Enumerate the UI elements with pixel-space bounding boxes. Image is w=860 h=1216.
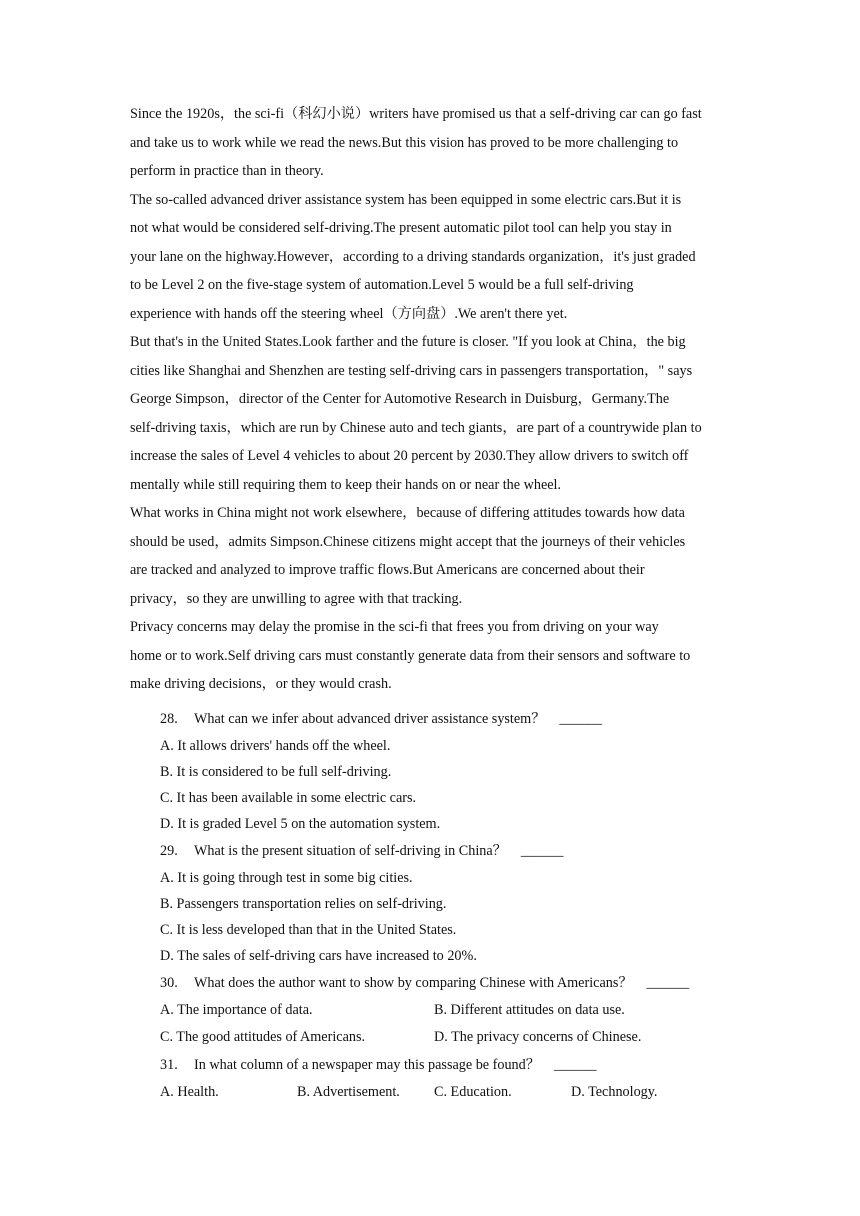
option[interactable]: B. Different attitudes on data use. <box>434 1001 625 1018</box>
passage-line: self-driving taxis，which are run by Chinese auto and tech giants，are part of a countrywide plan to <box>130 419 702 436</box>
passage-line: should be used，admits Simpson.Chinese citizens might accept that the journeys of their vehicles <box>130 533 686 550</box>
question-stem <box>160 1051 740 1079</box>
question-stem <box>160 969 740 997</box>
question-31 <box>160 1051 740 1079</box>
question-number: 30. <box>160 974 178 991</box>
option[interactable]: B. Advertisement. <box>297 1083 400 1100</box>
passage-line: Privacy concerns may delay the promise in the sci-fi that frees you from driving on your way <box>130 619 659 635</box>
option[interactable]: D. The sales of self-driving cars have increased to 20%. <box>160 947 477 964</box>
option[interactable]: C. It is less developed than that in the United States. <box>160 921 457 938</box>
passage-line: But that's in the United States.Look farther and the future is closer. "If you look at China，the big <box>130 334 686 350</box>
question-28 <box>160 705 740 733</box>
passage-line: cities like Shanghai and Shenzhen are testing self-driving cars in passengers transportation，" says <box>130 362 693 379</box>
passage-line: George Simpson，director of the Center for Automotive Research in Duisburg，Germany.The <box>130 391 670 407</box>
option[interactable]: A. The importance of data. <box>160 1001 313 1018</box>
answer-blank[interactable]: ______ <box>520 842 564 859</box>
option[interactable]: A. It allows drivers' hands off the wheel. <box>160 737 391 754</box>
option[interactable]: B. Passengers transportation relies on self-driving. <box>160 895 447 912</box>
option-row <box>160 997 740 1024</box>
option[interactable]: D. The privacy concerns of Chinese. <box>434 1028 642 1045</box>
questions <box>130 705 740 1106</box>
passage-line: are tracked and analyzed to improve traffic flows.But Americans are concerned about their <box>130 562 645 578</box>
question-stem <box>160 705 740 733</box>
passage-line: to be Level 2 on the five-stage system of automation.Level 5 would be a full self-driving <box>130 277 634 293</box>
question-stem <box>160 837 740 865</box>
option[interactable]: B. It is considered to be full self-driving. <box>160 763 392 780</box>
answer-blank[interactable]: ______ <box>646 974 690 991</box>
option[interactable]: A. Health. <box>160 1083 219 1100</box>
passage-line: What works in China might not work elsewhere，because of differing attitudes towards how data <box>130 505 685 521</box>
question-number: 28. <box>160 710 178 727</box>
passage-line: mentally while still requiring them to keep their hands on or near the wheel. <box>130 476 562 493</box>
passage-line: make driving decisions，or they would crash. <box>130 676 392 692</box>
passage-line: your lane on the highway.However，according to a driving standards organization，it's just graded <box>130 248 696 265</box>
passage-line: and take us to work while we read the news.But this vision has proved to be more challenging to <box>130 134 679 151</box>
option[interactable]: C. Education. <box>434 1083 512 1100</box>
question-number: 29. <box>160 842 178 859</box>
option[interactable]: D. Technology. <box>571 1083 658 1100</box>
option[interactable]: C. It has been available in some electric cars. <box>160 789 417 806</box>
question-text: What is the present situation of self-driving in China？ <box>194 842 507 859</box>
question-30 <box>160 969 740 997</box>
passage-line: not what would be considered self-driving.The present automatic pilot tool can help you stay in <box>130 220 672 236</box>
passage-line: Since the 1920s，the sci-fi（科幻小说）writers have promised us that a self-driving car can go fast <box>130 106 702 122</box>
option[interactable]: D. It is graded Level 5 on the automation system. <box>160 815 441 832</box>
option[interactable]: C. The good attitudes of Americans. <box>160 1028 366 1045</box>
question-text: In what column of a newspaper may this passage be found？ <box>194 1056 540 1073</box>
passage-line: home or to work.Self driving cars must constantly generate data from their sensors and software to <box>130 647 691 664</box>
option-row <box>160 1024 740 1051</box>
answer-blank[interactable]: ______ <box>553 1056 597 1073</box>
passage-line: increase the sales of Level 4 vehicles to about 20 percent by 2030.They allow drivers to switch off <box>130 448 689 464</box>
passage-line: perform in practice than in theory. <box>130 163 324 179</box>
passage-line: experience with hands off the steering wheel（方向盘）.We aren't there yet. <box>130 305 568 322</box>
document-content <box>130 100 740 1106</box>
question-text: What can we infer about advanced driver assistance system？ <box>194 710 546 727</box>
passage-line: The so-called advanced driver assistance system has been equipped in some electric cars.But it is <box>130 191 682 208</box>
option-row <box>160 1079 740 1106</box>
question-number: 31. <box>160 1056 178 1073</box>
passage <box>130 100 740 699</box>
question-29 <box>160 837 740 865</box>
passage-line: privacy，so they are unwilling to agree with that tracking. <box>130 590 463 607</box>
option[interactable]: A. It is going through test in some big cities. <box>160 869 413 886</box>
answer-blank[interactable]: ______ <box>559 710 602 727</box>
question-text: What does the author want to show by comparing Chinese with Americans？ <box>194 974 633 991</box>
